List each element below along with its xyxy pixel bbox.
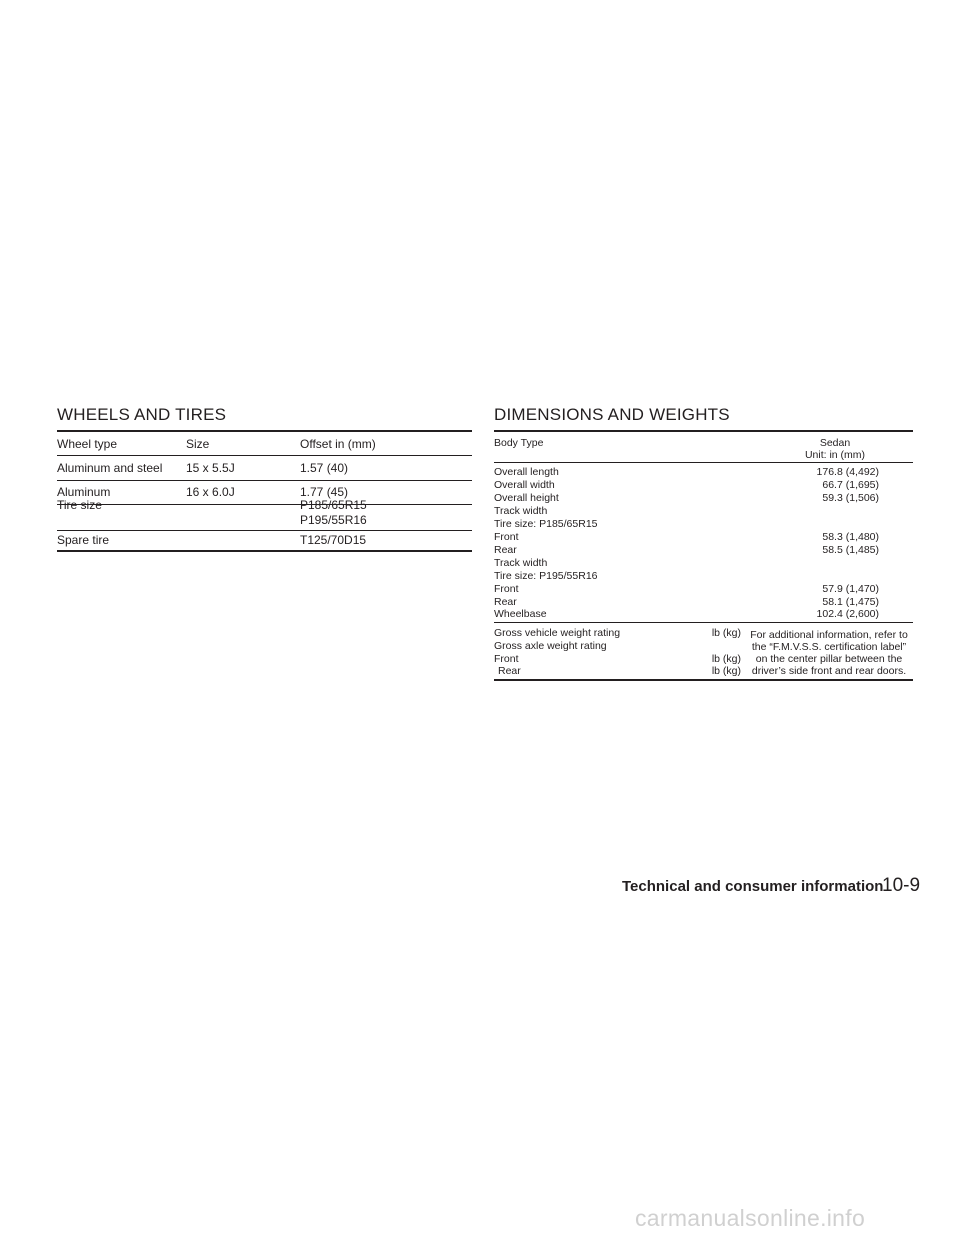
weight-label: Rear xyxy=(498,665,521,677)
dimension-label: Rear xyxy=(494,544,517,556)
footer-section-label: Technical and consumer information xyxy=(622,878,884,895)
wheels-row-rule xyxy=(57,530,472,531)
watermark-text: carmanualsonline.info xyxy=(635,1205,866,1231)
wheels-header-rule xyxy=(57,455,472,456)
dimensions-header-rule xyxy=(494,462,913,463)
wheels-row-rule xyxy=(57,504,472,505)
weight-label: Front xyxy=(494,653,519,665)
dimensions-header-sedan: Sedan xyxy=(819,437,851,449)
dimension-label: Overall length xyxy=(494,466,559,478)
dimension-value: 57.9 (1,470) xyxy=(822,583,879,595)
wheels-header-size: Size xyxy=(186,437,210,451)
dimensions-mid-rule xyxy=(494,622,913,623)
wheels-row-offset: P185/65R15 xyxy=(300,498,367,512)
dimension-label: Front xyxy=(494,531,519,543)
dimensions-top-rule xyxy=(494,430,913,432)
dimension-value: 176.8 (4,492) xyxy=(816,466,879,478)
dimensions-bottom-rule xyxy=(494,679,913,681)
weight-unit: lb (kg) xyxy=(711,627,741,639)
dimension-label: Tire size: P195/55R16 xyxy=(494,570,598,582)
dimension-label: Track width xyxy=(494,505,548,517)
wheels-row-offset: 1.57 (40) xyxy=(300,461,349,475)
wheels-header-type: Wheel type xyxy=(57,437,118,451)
certification-note: For additional information, refer to the “F.M.V.S.S. certification label” on the center pillar between the driver’s side front and rear doors. xyxy=(750,629,908,677)
dimension-value: 66.7 (1,695) xyxy=(822,479,879,491)
weight-label: Gross vehicle weight rating xyxy=(494,627,621,639)
weight-label: Gross axle weight rating xyxy=(494,640,607,652)
dimension-value: 58.3 (1,480) xyxy=(822,531,879,543)
dimension-label: Wheelbase xyxy=(494,608,547,620)
dimensions-title: DIMENSIONS AND WEIGHTS xyxy=(494,405,730,424)
wheels-top-rule xyxy=(57,430,472,432)
dimension-label: Front xyxy=(494,583,519,595)
wheels-row-offset-2: P195/55R16 xyxy=(300,513,367,527)
dimension-label: Overall width xyxy=(494,479,555,491)
wheels-row-type: Aluminum and steel xyxy=(57,461,163,475)
wheels-row-rule xyxy=(57,480,472,481)
dimension-label: Rear xyxy=(494,596,517,608)
weight-unit: lb (kg) xyxy=(711,653,741,665)
wheels-title: WHEELS AND TIRES xyxy=(57,405,227,424)
page-number: 10-9 xyxy=(882,875,921,896)
wheels-row-size: 16 x 6.0J xyxy=(186,485,235,499)
wheels-header-offset: Offset in (mm) xyxy=(300,437,376,451)
dimension-label: Track width xyxy=(494,557,548,569)
wheels-row-type: Tire size xyxy=(57,498,102,512)
wheels-row-offset: T125/70D15 xyxy=(300,533,367,547)
wheels-row-offset: 1.77 (45) xyxy=(300,485,349,499)
weight-unit: lb (kg) xyxy=(711,665,741,677)
dimension-value: 58.1 (1,475) xyxy=(822,596,879,608)
wheels-row-size: 15 x 5.5J xyxy=(186,461,235,475)
dimension-value: 58.5 (1,485) xyxy=(822,544,879,556)
dimension-value: 59.3 (1,506) xyxy=(822,492,879,504)
wheels-bottom-rule xyxy=(57,550,472,552)
dimension-label: Tire size: P185/65R15 xyxy=(494,518,598,530)
dimension-label: Overall height xyxy=(494,492,559,504)
dimension-value: 102.4 (2,600) xyxy=(816,608,879,620)
wheels-row-type: Aluminum xyxy=(57,485,111,499)
dimensions-header-unit: Unit: in (mm) xyxy=(804,449,866,461)
dimensions-header-body-type: Body Type xyxy=(494,437,544,449)
wheels-row-type: Spare tire xyxy=(57,533,110,547)
